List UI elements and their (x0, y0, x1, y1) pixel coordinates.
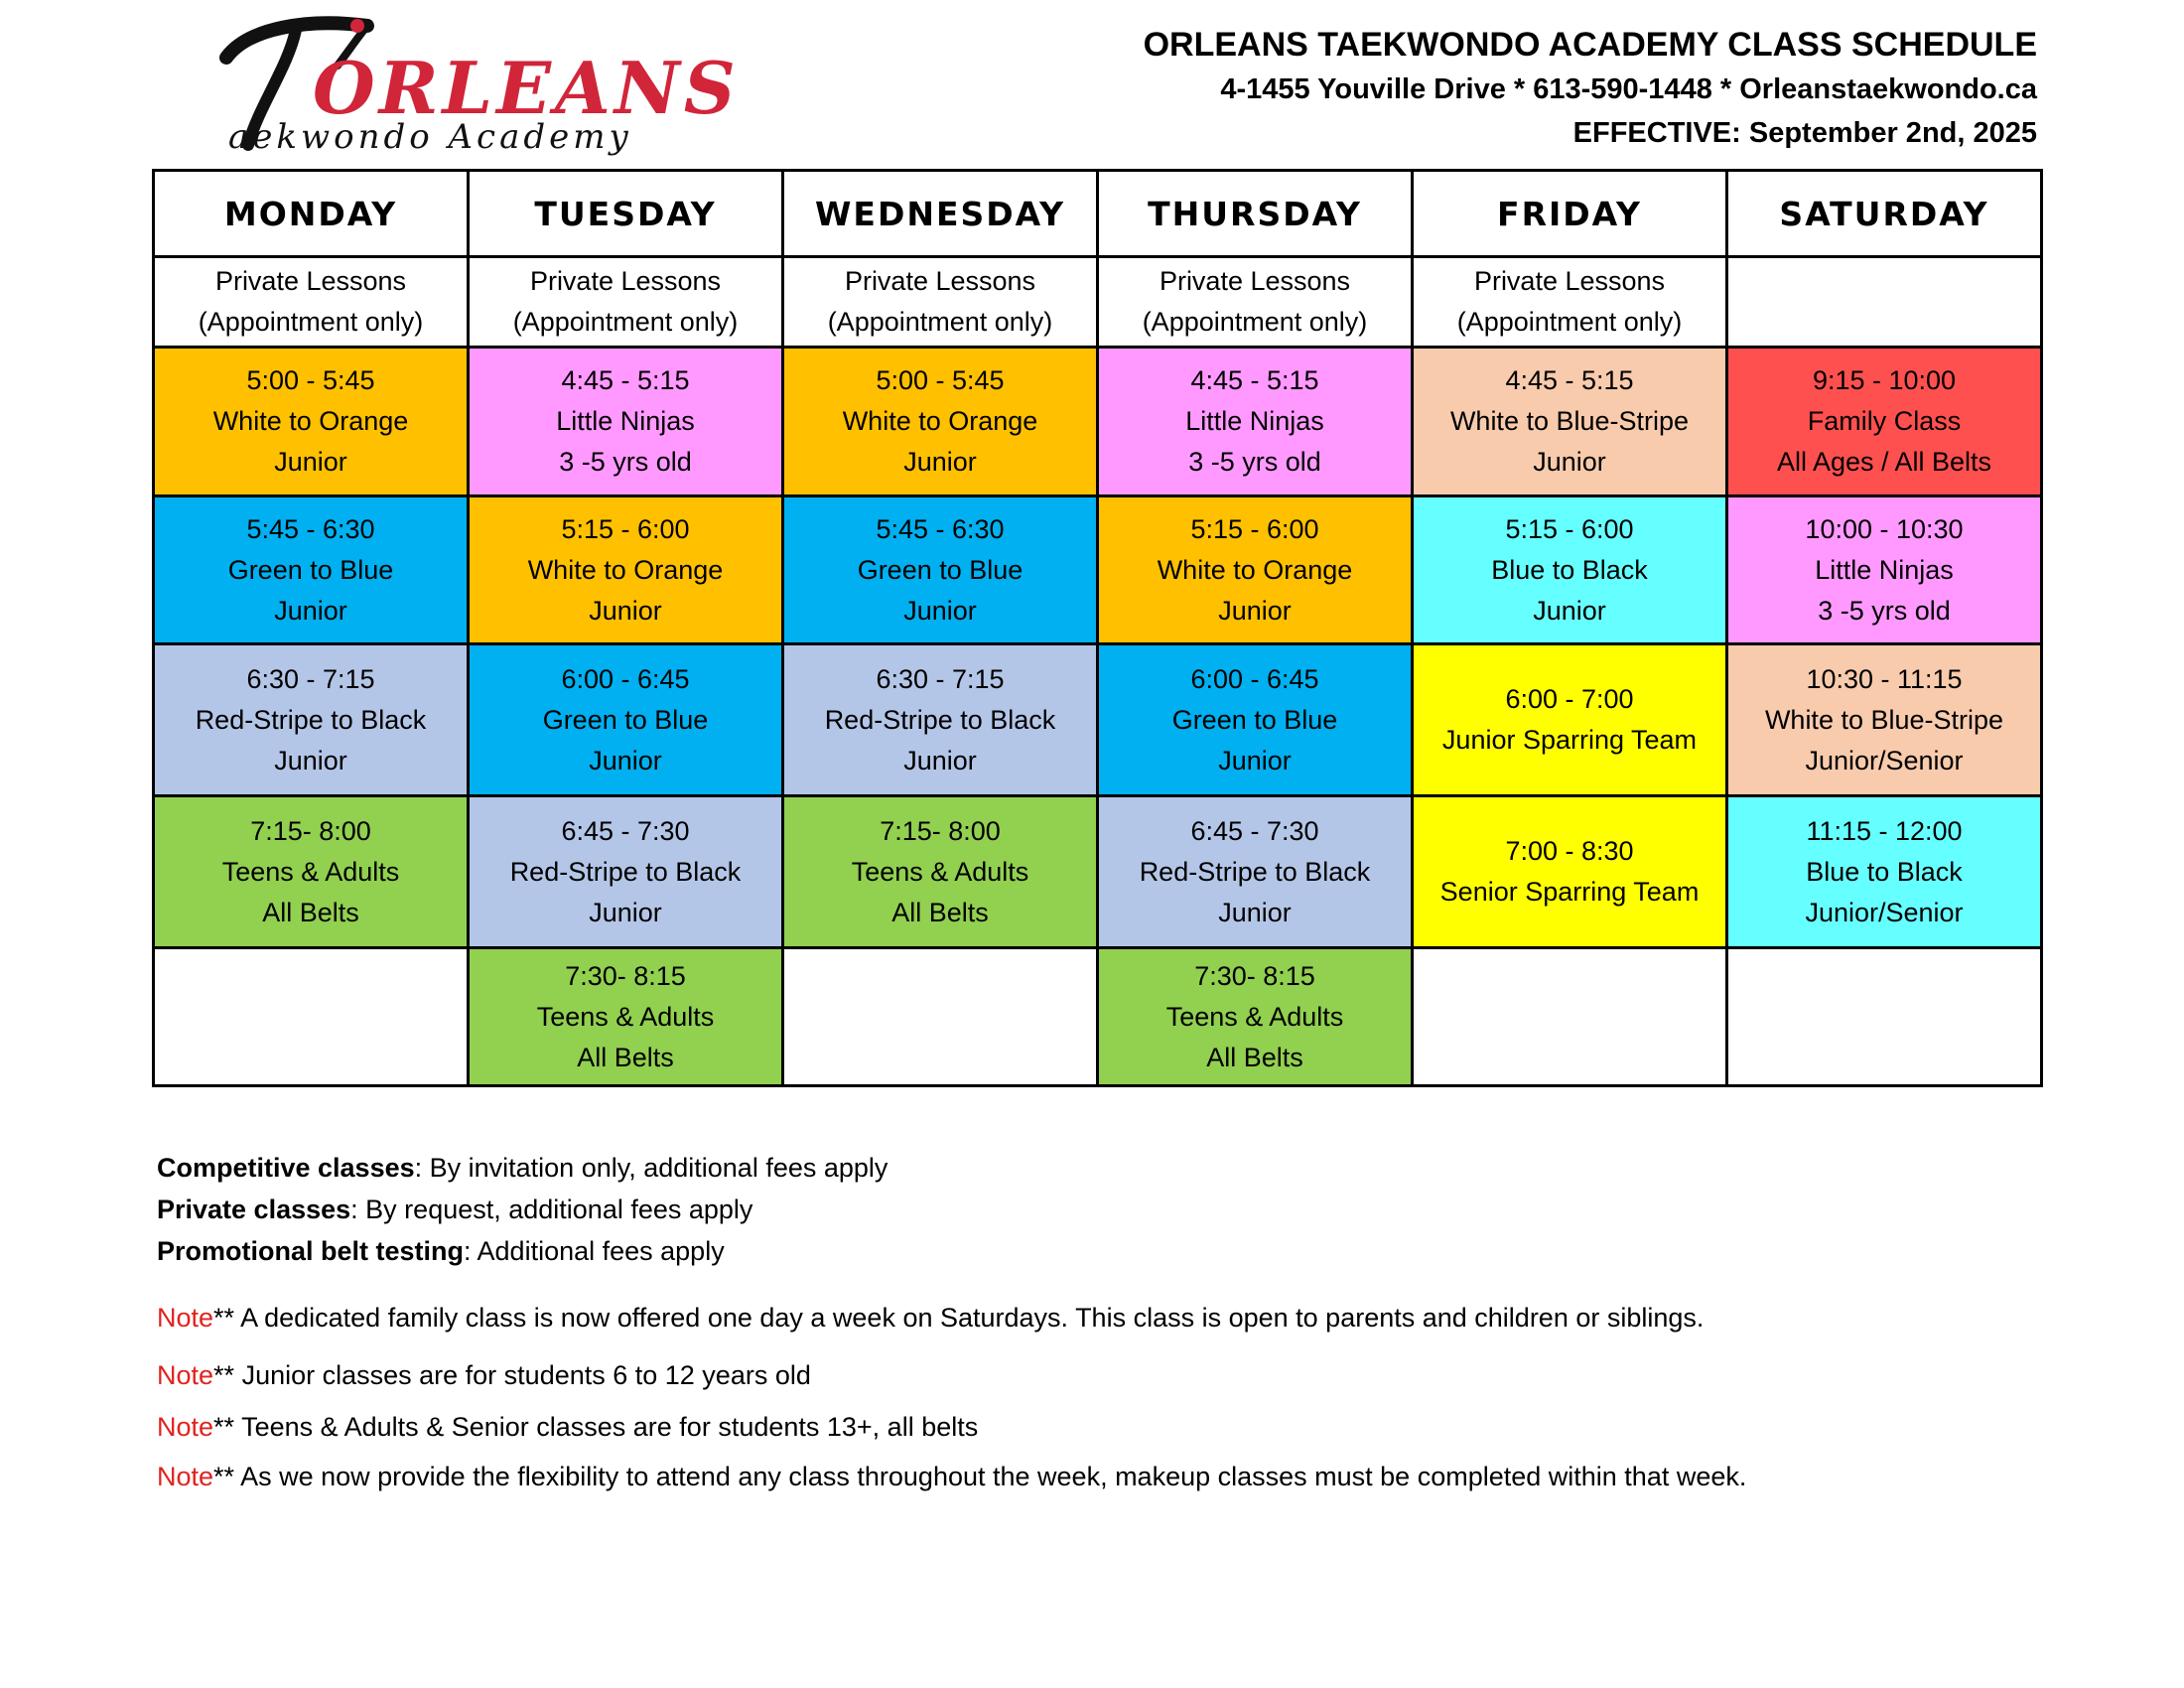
class-detail: All Ages / All Belts (1776, 447, 1992, 477)
class-time: 5:15 - 6:00 (1190, 513, 1319, 544)
class-cell (154, 644, 469, 796)
class-detail: Little Ninjas (556, 406, 695, 436)
class-detail: Junior (903, 745, 977, 775)
private-lesson-cell (1098, 257, 1413, 348)
class-time: 6:00 - 6:45 (1190, 663, 1319, 694)
class-detail: All Belts (1206, 1042, 1303, 1072)
class-row (154, 644, 2042, 796)
class-detail: Green to Blue (857, 554, 1024, 585)
class-detail: All Belts (577, 1042, 674, 1072)
class-time: 6:45 - 7:30 (561, 815, 690, 846)
class-cell (1413, 796, 1727, 948)
class-cell (1413, 496, 1727, 644)
note-label: Note (157, 1462, 214, 1491)
class-row (154, 348, 2042, 496)
day-header: TUESDAY (469, 171, 783, 257)
cell-text: Private Lessons (529, 266, 722, 296)
class-cell (1098, 948, 1413, 1086)
note-item (157, 1462, 1746, 1492)
note-text: ** Teens & Adults & Senior classes are for students 13+, all belts (213, 1412, 979, 1442)
class-cell (154, 948, 469, 1086)
class-detail: Junior (1218, 745, 1292, 775)
class-cell (1727, 948, 2042, 1086)
class-detail: Green to Blue (227, 554, 394, 585)
class-time: 5:45 - 6:30 (876, 513, 1005, 544)
class-cell (154, 496, 469, 644)
class-cell (783, 644, 1098, 796)
cell-text: Private Lessons (844, 266, 1036, 296)
policy-text: : By request, additional fees apply (350, 1195, 753, 1224)
policy-label: Competitive classes (157, 1153, 415, 1183)
class-cell (154, 348, 469, 496)
class-detail: White to Orange (212, 406, 409, 436)
class-time: 10:00 - 10:30 (1805, 513, 1964, 544)
day-header: MONDAY (154, 171, 469, 257)
class-cell (1098, 348, 1413, 496)
class-detail: Junior/Senior (1805, 745, 1964, 775)
class-cell (783, 496, 1098, 644)
class-time: 4:45 - 5:15 (1190, 365, 1319, 395)
effective-date: EFFECTIVE: September 2nd, 2025 (1572, 117, 2037, 149)
class-time: 7:30- 8:15 (565, 960, 686, 991)
note-item (157, 1412, 978, 1443)
class-detail: Teens & Adults (851, 856, 1029, 887)
class-cell (783, 796, 1098, 948)
class-time: 4:45 - 5:15 (1505, 365, 1634, 395)
class-cell (1413, 644, 1727, 796)
class-time: 5:45 - 6:30 (246, 513, 375, 544)
note-label: Note (157, 1303, 214, 1333)
class-time: 6:45 - 7:30 (1190, 815, 1319, 846)
class-time: 5:00 - 5:45 (246, 365, 375, 395)
class-cell (783, 348, 1098, 496)
class-detail: Little Ninjas (1815, 554, 1954, 585)
class-detail: Junior (274, 447, 347, 477)
class-cell (1727, 496, 2042, 644)
day-header: WEDNESDAY (783, 171, 1098, 257)
class-cell (1727, 796, 2042, 948)
class-row (154, 796, 2042, 948)
private-lesson-cell (1413, 257, 1727, 348)
class-detail: Junior (274, 745, 347, 775)
class-row (154, 496, 2042, 644)
class-cell (783, 948, 1098, 1086)
schedule-header (1144, 22, 2037, 155)
policy-label: Private classes (157, 1195, 351, 1224)
policy-label: Promotional belt testing (157, 1236, 465, 1266)
class-detail: Junior (274, 595, 347, 626)
class-cell (469, 796, 783, 948)
class-detail: Blue to Black (1491, 554, 1648, 585)
class-detail: White to Blue-Stripe (1764, 704, 2004, 735)
class-detail: Red-Stripe to Black (1139, 856, 1371, 887)
class-detail: All Belts (891, 897, 989, 927)
class-detail: Blue to Black (1806, 856, 1963, 887)
class-detail: Junior (903, 447, 977, 477)
class-detail: Junior (589, 897, 662, 927)
class-detail: Little Ninjas (1185, 406, 1324, 436)
page-title: ORLEANS TAEKWONDO ACADEMY CLASS SCHEDULE (1143, 26, 2037, 64)
day-header: FRIDAY (1413, 171, 1727, 257)
class-cell (469, 948, 783, 1086)
academy-logo (218, 8, 740, 157)
cell-text: (Appointment only) (1456, 307, 1683, 337)
class-detail: Green to Blue (1171, 704, 1338, 735)
class-cell (1413, 948, 1727, 1086)
class-time: 7:30- 8:15 (1194, 960, 1315, 991)
note-text: ** As we now provide the flexibility to attend any class throughout the week, makeup classes must be completed within that week. (213, 1462, 1747, 1491)
cell-text: Private Lessons (214, 266, 407, 296)
class-detail: Red-Stripe to Black (824, 704, 1056, 735)
policy-item (157, 1230, 887, 1272)
cell-text: (Appointment only) (198, 307, 424, 337)
class-time: 6:00 - 7:00 (1505, 684, 1634, 714)
class-detail: Junior (1533, 595, 1606, 626)
class-schedule-table (152, 169, 2043, 1087)
note-label: Note (157, 1360, 214, 1390)
class-detail: Junior (1218, 595, 1292, 626)
cell-text: Private Lessons (1159, 266, 1351, 296)
class-time: 5:15 - 6:00 (561, 513, 690, 544)
day-header: SATURDAY (1727, 171, 2042, 257)
class-detail: Teens & Adults (1165, 1001, 1344, 1032)
class-detail: White to Orange (1157, 554, 1353, 585)
private-lesson-cell (154, 257, 469, 348)
cell-text: (Appointment only) (512, 307, 739, 337)
class-detail: White to Orange (842, 406, 1038, 436)
note-label: Note (157, 1412, 214, 1442)
class-detail: Junior (903, 595, 977, 626)
private-lesson-cell (1727, 257, 2042, 348)
class-detail: Red-Stripe to Black (195, 704, 427, 735)
policy-item (157, 1189, 887, 1230)
class-detail: Senior Sparring Team (1439, 877, 1700, 907)
policy-text: : By invitation only, additional fees apply (414, 1153, 888, 1183)
private-lesson-cell (783, 257, 1098, 348)
note-item (157, 1360, 811, 1391)
class-detail: Junior (589, 595, 662, 626)
policy-text: : Additional fees apply (464, 1236, 725, 1266)
class-cell (1727, 348, 2042, 496)
class-cell (469, 496, 783, 644)
class-time: 7:15- 8:00 (250, 815, 371, 846)
class-time: 7:00 - 8:30 (1505, 836, 1634, 866)
class-detail: White to Orange (527, 554, 724, 585)
class-detail: Red-Stripe to Black (509, 856, 742, 887)
policy-item (157, 1147, 887, 1189)
cell-text: Private Lessons (1473, 266, 1666, 296)
note-text: ** A dedicated family class is now offered one day a week on Saturdays. This class is open to parents and children or siblings. (213, 1303, 1705, 1333)
class-detail: 3 -5 yrs old (559, 447, 692, 477)
class-time: 11:15 - 12:00 (1806, 815, 1963, 846)
class-detail: 3 -5 yrs old (1188, 447, 1321, 477)
class-time: 9:15 - 10:00 (1812, 365, 1957, 395)
class-cell (469, 644, 783, 796)
class-cell (1727, 644, 2042, 796)
class-detail: Teens & Adults (221, 856, 400, 887)
class-detail: White to Blue-Stripe (1449, 406, 1690, 436)
note-item (157, 1303, 1704, 1334)
logo-wordmark: ORLEANS (313, 46, 740, 130)
class-time: 5:00 - 5:45 (876, 365, 1005, 395)
policy-list (157, 1147, 887, 1272)
class-detail: Junior (1218, 897, 1292, 927)
class-cell (1098, 644, 1413, 796)
private-lesson-cell (469, 257, 783, 348)
class-time: 5:15 - 6:00 (1505, 513, 1634, 544)
day-header: THURSDAY (1098, 171, 1413, 257)
cell-text: (Appointment only) (827, 307, 1053, 337)
class-cell (154, 796, 469, 948)
class-cell (1413, 348, 1727, 496)
class-time: 6:00 - 6:45 (561, 663, 690, 694)
class-time: 7:15- 8:00 (880, 815, 1001, 846)
class-detail: Junior/Senior (1805, 897, 1964, 927)
class-detail: All Belts (262, 897, 359, 927)
class-cell (1098, 496, 1413, 644)
class-time: 6:30 - 7:15 (876, 663, 1005, 694)
class-time: 6:30 - 7:15 (246, 663, 375, 694)
class-detail: Family Class (1807, 406, 1962, 436)
class-cell (469, 348, 783, 496)
cell-text: (Appointment only) (1142, 307, 1368, 337)
class-cell (1098, 796, 1413, 948)
class-detail: 3 -5 yrs old (1818, 595, 1951, 626)
logo-tagline: aekwondo Academy (228, 117, 632, 157)
contact-line: 4-1455 Youville Drive * 613-590-1448 * Orleanstaekwondo.ca (1220, 73, 2037, 105)
class-detail: Green to Blue (542, 704, 709, 735)
day-header-row (154, 171, 2042, 257)
class-time: 10:30 - 11:15 (1806, 663, 1963, 694)
note-text: ** Junior classes are for students 6 to 12 years old (213, 1360, 811, 1390)
class-row (154, 948, 2042, 1086)
private-lessons-row (154, 257, 2042, 348)
class-detail: Teens & Adults (536, 1001, 715, 1032)
class-detail: Junior Sparring Team (1441, 725, 1698, 755)
class-detail: Junior (589, 745, 662, 775)
class-detail: Junior (1533, 447, 1606, 477)
class-time: 4:45 - 5:15 (561, 365, 690, 395)
